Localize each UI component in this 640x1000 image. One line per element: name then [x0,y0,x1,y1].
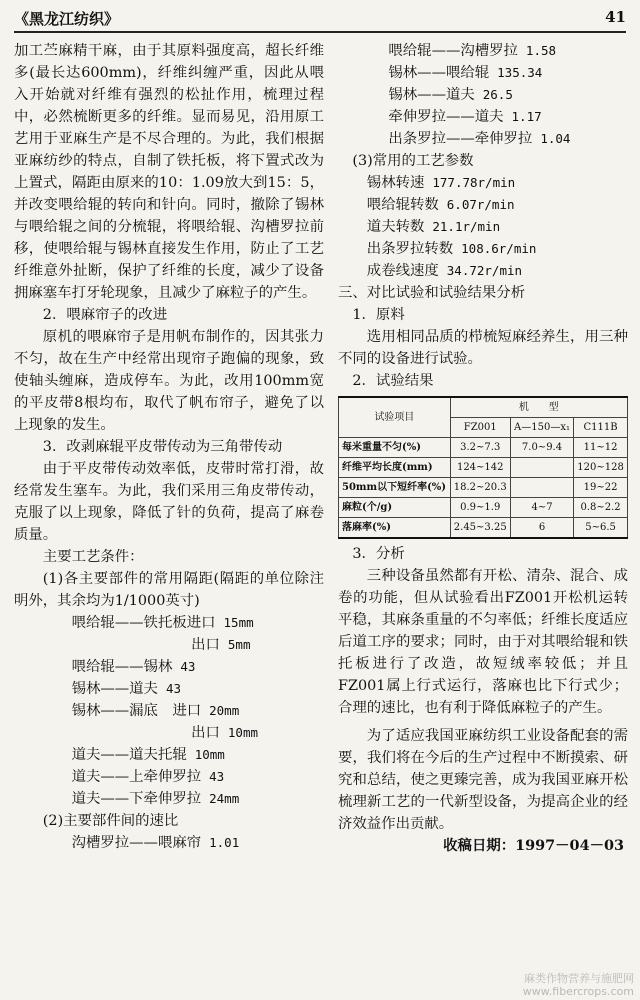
results-table [338,396,628,539]
table-row [339,498,628,518]
table-cell: 5~6.5 [574,518,628,539]
watermark-line: www.fibercrops.com [522,985,634,998]
ratio-item: 牵伸罗拉——道夫 1.17 [388,109,542,125]
section-2-title: 2．喂麻帘子的改进 [42,307,168,323]
table-header-model-name: C111B [574,418,628,438]
table-row [339,478,628,498]
table-cell: 124~142 [450,458,510,478]
gauge-item: 喂给辊——锡林 43 [71,659,196,675]
gauge-title: (1)各主要部件的常用隔距(隔距的单位除注明外，其余均为1/1000英寸) [14,571,324,609]
left-column [14,40,324,854]
ratio-list [338,40,628,150]
table-cell: 6 [510,518,573,539]
table-cell: 7.0~9.4 [510,438,573,458]
subsection-1-title: 1．原料 [352,307,405,323]
watermark [523,972,634,998]
right-column [338,40,628,857]
table-cell-item: 每米重量不匀(%) [339,438,451,458]
table-cell-item: 50mm以下短纤率(%) [339,478,451,498]
gauge-item: 道夫——上牵伸罗拉 43 [71,769,225,785]
gauge-item: 出口 5mm [191,637,251,653]
param-item: 喂给辊转数 6.07r/min [366,197,515,213]
ratio-item: 沟槽罗拉——喂麻帘 1.01 [71,835,240,851]
intro-paragraph: 加工苎麻精干麻，由于其原料强度高，超长纤维多(最长达600mm)，纤维纠缠严重，因此从喂入开始就对纤维有强烈的松扯作用，梳理过程中，必然梳断更多的纤维。显而易见，沿用原工艺用于亚麻生产是不尽合理的。为此，我们根据亚麻纺纱的特点，自制了铁托板，将下置式改为上置式，隔距由原来的10：1.09放大到15：5，并改变喂给辊的转向和针向。同时，撤除了锡林与喂给辊之间的分梳辊，将喂给辊、沟槽罗拉前移，使喂给辊与锡林直接发生作用，防止了工艺纤维意外扯断，保护了纤维的长度，减少了设备拥麻塞车打牙轮现象，且减少了麻粒子的产生。 [14,43,324,301]
table-cell: 3.2~7.3 [450,438,510,458]
speed-ratio-title: (2)主要部件间的速比 [42,813,179,829]
subsection-3-text: 三种设备虽然都有开松、清杂、混合、成卷的功能，但从试验看出FZ001开松机运转平稳，其麻条重量的不匀率低；纤维长度适应后道工序的要求；同时，由于对其喂给辊和铁托板进行了改造，故短绒率较低；并且FZ001属上行式运行，落麻也比下行式少；合理的速比，也有利于降低麻粒子的产生。 [338,568,628,716]
section-3-text: 由于平皮带传动效率低，皮带时常打滑，故经常发生塞车。为此，我们采用三角皮带传动，克服了以上现象，降低了针的负荷，提高了麻卷质量。 [14,461,324,543]
watermark-line: 麻类作物营养与施肥网 [524,972,634,985]
subsection-2-title: 2．试验结果 [352,373,434,389]
gauge-item: 喂给辊——铁托板进口 15mm [71,615,254,631]
gauge-list [14,612,324,810]
table-row [339,438,628,458]
table-cell: 120~128 [574,458,628,478]
table-cell: 0.8~2.2 [574,498,628,518]
table-header-model-name: A—150—x₁ [510,418,573,438]
section-3-title: 3．改剥麻辊平皮带传动为三角带传动 [42,439,283,455]
params-list [338,172,628,282]
gauge-item: 道夫——下牵伸罗拉 24mm [71,791,240,807]
ratio-item: 锡林——喂给辊 135.34 [388,65,543,81]
table-cell-item: 落麻率(%) [339,518,451,539]
header-rule [14,31,626,33]
page-number: 41 [605,8,626,26]
param-item: 成卷线速度 34.72r/min [366,263,523,279]
subsection-3-title: 3．分析 [352,546,405,562]
table-cell: 0.9~1.9 [450,498,510,518]
table-cell [510,458,573,478]
ratio-item: 出条罗拉——牵伸罗拉 1.04 [388,131,571,147]
table-header-item: 试验项目 [339,397,451,438]
table-cell: 2.45~3.25 [450,518,510,539]
table-header-model: 机 型 [450,397,627,418]
conclusion-paragraph: 为了适应我国亚麻纺织工业设备配套的需要，我们将在今后的生产过程中不断摸索、研究和总结，使之更臻完善，成为我国亚麻开松梳理新工艺的一代新型设备，为提高企业的经济效益作出贡献。 [338,728,628,832]
table-row [339,518,628,539]
conditions-title: 主要工艺条件： [42,549,144,565]
journal-name: 《黑龙江纺织》 [14,10,120,28]
params-title: (3)常用的工艺参数 [352,153,474,169]
gauge-item: 锡林——漏底 进口 20mm [71,703,240,719]
param-item: 出条罗拉转数 108.6r/min [366,241,537,257]
param-item: 道夫转数 21.1r/min [366,219,501,235]
gauge-item: 道夫——道夫托辊 10mm [71,747,225,763]
subsection-1-text: 选用相同品质的栉梳短麻经养生，用三种不同的设备进行试验。 [338,329,628,367]
ratio-item: 喂给辊——沟槽罗拉 1.58 [388,43,557,59]
table-row [339,458,628,478]
section-2-text: 原机的喂麻帘子是用帆布制作的，因其张力不匀，故在生产中经常出现帘子跑偏的现象，致使轴头缠麻，造成停车。为此，改用100mm宽的平皮带8根均布，取代了帆布帘子，避免了以上现象的发生。 [14,329,324,433]
section-3-heading: 三、对比试验和试验结果分析 [338,285,526,301]
table-header-row [339,397,628,418]
page-header [14,8,626,30]
gauge-item: 出口 10mm [191,725,259,741]
table-cell: 18.2~20.3 [450,478,510,498]
table-cell: 11~12 [574,438,628,458]
received-date: 收稿日期：1997－04－03 [443,837,624,854]
table-cell-item: 麻粒(个/g) [339,498,451,518]
ratio-item: 锡林——道夫 26.5 [388,87,513,103]
table-cell-item: 纤维平均长度(mm) [339,458,451,478]
table-header-model-name: FZ001 [450,418,510,438]
param-item: 锡林转速 177.78r/min [366,175,516,191]
table-cell: 4~7 [510,498,573,518]
gauge-item: 锡林——道夫 43 [71,681,182,697]
table-cell: 19~22 [574,478,628,498]
table-cell [510,478,573,498]
